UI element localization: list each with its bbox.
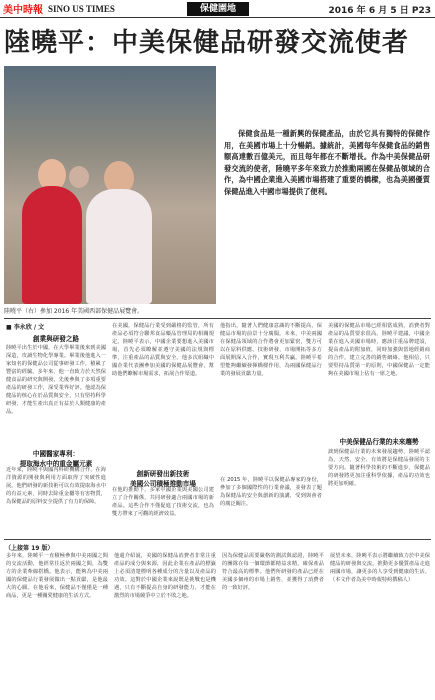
continued-note: （上接第 19 版）	[5, 545, 54, 552]
newspaper-logo-en: SINO US TIMES	[48, 3, 115, 14]
photo-caption: 陸曉平（右）參加 2016 年美國西部保健品展覽會。	[4, 308, 144, 315]
column-2b: 在他的推動下，多家中國企業與美國公司建立了合作關係，共同研發適合兩國市場的新產品。這些合作不僅促進了技術交流，也為雙方帶來了可觀的經濟效益。	[112, 487, 214, 517]
column-3: 他指出，隨著人們健康意識的不斷提高，保健品市場的前景十分廣闊。未來，中美兩國在保健品領域的合作將會更加緊密，雙方可以在原料供應、技術研發、市場開拓等多方面展開深入合作，實現互利共贏。陸曉平希望能夠繼續發揮橋樑作用，為兩國保健品行業的發展貢獻力量。	[220, 323, 322, 377]
column-4: 美國的保健品市場已經相當成熟，消費者對產品的品質要求很高。陸曉平建議，中國企業在進入美國市場時，應該注重品牌建設，提高產品的附加值，同時加強與當地經銷商的合作，建立完善的銷售網絡。他相信，只要堅持品質第一的原則，中國保健品一定能夠在美國市場上佔有一席之地。	[328, 323, 430, 377]
pull-quote: 保健食品是一種新興的保健產品，由於它具有獨特的保健作用，在美國市場上十分暢銷。據統計，美國每年保健食品的銷售額高達數百億美元，而且每年都在不斷增長。作為中美保健品研發交流的使者，陸曉平多年來致力於推動兩國在保健品領域的合作，為中國企業進入美國市場搭建了重要的橋樑，也為美國優質保健品進入中國市場提供了便利。	[224, 129, 430, 196]
subhead-patent: 中國醫家專利： 提取海水中的重金屬元素	[19, 450, 93, 468]
subhead-career: 創業與研發之路	[32, 335, 80, 343]
headline: 陸曉平：中美保健品研發交流使者	[4, 28, 410, 58]
column-4b: 談到保健品行業的未來發展趨勢，陸曉平認為，天然、安全、有效將是保健品發展的主要方向。隨著科學技術的不斷進步，保健品的研發將更加注重科學依據，產品的功效也將更加明確。	[328, 449, 430, 487]
section-label: 保健園地	[187, 2, 249, 16]
newspaper-logo: 美中時報	[3, 5, 43, 16]
column-3b: 在 2015 年，陸曉平以保健品專家的身份，參加了多個國際性的行業會議，並發表了題為保健品的安全與創新的演講，受到與會者的廣泛關注。	[220, 477, 322, 507]
lower-column-1: 多年來，陸曉平一直積極參與中美兩國之間的交流活動，他經常往返於兩國之間，為雙方的企業牽線搭橋。他表示，能夠為中美兩國的保健品行業發展做出一點貢獻，是他最大的心願。在他看來，保健品不僅僅是一種商品，更是一種關愛健康的生活方式。	[6, 553, 108, 599]
photo-person-back	[69, 166, 89, 188]
column-1: 陸曉平出生於中國，在大學畢業後來到美國深造，攻讀生物化學專業。畢業後他進入一家知名的保健品公司從事研發工作，積累了豐富的經驗。多年來，他一直致力於天然保健食品的研究與開發，先後參與了多項重要產品的研發工作，深受業界好評。他認為保健品的核心在於品質與安全，只有堅持科學研發，才能生產出真正有益於人類健康的產品。	[6, 345, 106, 415]
article-photo	[4, 66, 216, 304]
lower-column-4: 展望未來，陸曉平表示將繼續致力於中美保健品的研發與交流，推動更多優質產品走進兩國市場，讓更多的人享受到健康的生活。（本文作者為美中時報特約撰稿人）	[330, 553, 430, 583]
subhead-trends: 中美保健品行業的未來趨勢	[339, 438, 419, 446]
divider	[4, 318, 431, 319]
lower-divider	[4, 539, 431, 540]
photo-person-left	[22, 186, 82, 304]
lower-column-3: 因為保健品需要嚴格的測試與認證，陸曉平的團隊在每一個環節都精益求精，確保產品符合最高的標準。他們所研發的產品已經在美國多個州的市場上銷售，並獲得了消費者的一致好評。	[222, 553, 324, 591]
column-2: 在美國，保健品行業受到嚴格的監管，所有產品必須符合聯邦食品藥品管理局的相關規定。陸曉平表示，中國企業要想進入美國市場，首先必須瞭解並遵守美國的法規與標準，注重產品的品質與安全。他多次組織中國企業代表團參加美國的保健品展覽會，幫助他們瞭解市場需求，拓展合作渠道。	[112, 323, 214, 377]
subhead-innovation: 創新研發出新技術 美國公司積極推動市場	[130, 470, 196, 488]
byline: ■ 李永欣 / 文	[6, 324, 45, 331]
photo-person-right	[86, 189, 152, 304]
column-1b: 近年來，陸曉平與國內科研機構合作，在海洋資源的開發與利用方面取得了突破性進展。他們研發的新技術可以有效提取海水中的有益元素，同時去除重金屬等有害物質，為保健品的原料安全提供了有力的保障。	[6, 467, 106, 505]
lower-column-2: 他還介紹說，美國的保健品消費者非常注重產品的成分與來源，因此企業在產品的標籤上必須清楚標明各種成分的含量以及產品的功效。這對於中國企業來說既是挑戰也是機遇，只有不斷提高自身的研發能力，才能在激烈的市場競爭中立於不敗之地。	[114, 553, 216, 599]
issue-date: 2016 年 6 月 5 日 P23	[328, 6, 431, 16]
masthead	[0, 0, 435, 18]
